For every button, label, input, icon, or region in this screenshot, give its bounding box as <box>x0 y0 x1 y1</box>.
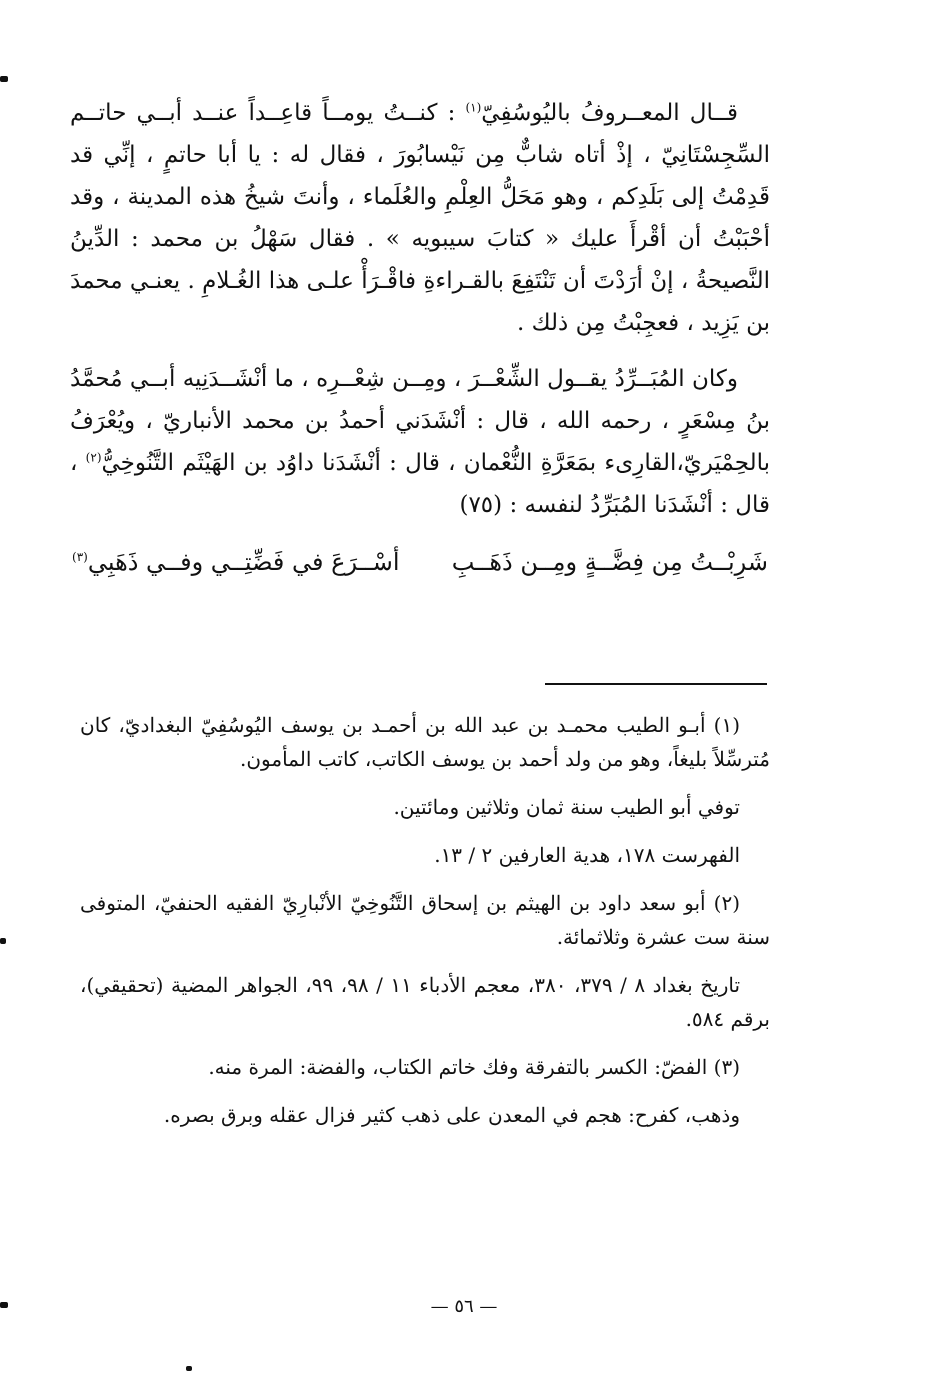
paragraph-1-rest: : كنــتُ يومــاً قاعِــداً عنــد أبــي حاتــم السِّجِسْتَانِيّ ، إذْ أتاه شابٌّ مِن نَيْسابُورَ ، فقال له : يا أبا حاتمٍ ، إنِّي قد قَدِمْتُ إلى بَلَدِكم ، وهو مَحَلُّ العِلْمِ والعُلَماء ، وأنتَ شيخُ هذه المدينة ، وقد أحْبَبْتُ أن أقْرأَ عليك « كتابَ سيبويه » . فقال سَهْلُ بن محمد : الدِّينُ النَّصيحةُ ، إنْ أرَدْتَ أن تَنْتَفِعَ بالقـراءةِ فاقْـرَأْ علـى هذا الغُـلامِ . يعنـي محمدَ بن يَزِيد ، فعجِبْتُ مِن ذلك . <box>70 100 770 336</box>
footnotes <box>80 708 770 1146</box>
page-number: — ٥٦ — <box>430 1296 498 1317</box>
paragraph-1 <box>70 92 770 344</box>
paragraph-2 <box>70 358 770 526</box>
footnote-1-sources: الفهرست ١٧٨، هدية العارفين ٢ / ١٣. <box>434 843 740 867</box>
scan-edge-mark <box>0 938 6 944</box>
main-text <box>70 92 770 584</box>
scan-edge-mark <box>0 1302 8 1308</box>
footnote-ref-1[interactable]: (١) <box>465 100 482 115</box>
scan-edge-mark <box>0 76 8 82</box>
footnote-1-death: توفي أبو الطيب سنة ثمان وثلاثين ومائتين. <box>393 795 740 819</box>
footnote-3: (٣) الفضّ: الكسر بالتفرقة وفك خاتم الكتاب، والفضة: المرة منه. <box>208 1055 740 1079</box>
footnote-separator <box>545 683 767 685</box>
footnote-2-sources: تاريخ بغداد ٨ / ٣٧٩، ٣٨٠، معجم الأدباء ١١ / ٩٨، ٩٩، الجواهر المضية (تحقيقي)، برقم ٥٨٤. <box>80 973 770 1031</box>
footnote-3-cont: وذهب، كفرح: هجم في المعدن على ذهب كثير فزال عقله وبرق بصره. <box>163 1103 740 1127</box>
poem-verse <box>70 540 770 584</box>
paragraph-2-rest: ، قال : أنْشَدَنا المُبَرِّدُ لنفسه : (٧٥) <box>70 450 770 518</box>
verse-second-text: أسْــرَعَ في فَضِّتِــي وفــي ذَهَبِي <box>87 548 400 576</box>
footnote-1: (١) أبـو الطيب محمـد بن عبد الله بن أحمـد بن يوسف اليُوسُفِيّ البغداديّ، كان مُترسِّلاً بليغاً، وهو من ولد أحمد بن يوسف الكاتب، كاتب المأمون. <box>80 713 770 771</box>
verse-second-hemistich <box>72 540 400 584</box>
footnote-ref-2[interactable]: (٢) <box>85 450 102 465</box>
footnote-ref-3[interactable]: (٣) <box>72 550 88 564</box>
verse-first-hemistich: شَرِبْــتُ مِن فِضَّــةٍ ومِــن ذَهَــبِ <box>451 548 768 576</box>
paragraph-2-start: وكان المُبَــرِّدُ يقــول الشِّعْــرَ ، ومِــن شِعْــرِه ، ما أنْشَــدَنِيه أبــي مُحمَّدُ بنُ مِسْعَرٍ ، رحمه الله ، قال : أنْشَدَني أحمدُ بن محمد الأنباريّ ، ويُعْرَفُ بالحِمْيَريّ،القارِىء بمَعَرَّةِ النُّعْمان ، قال : أنْشَدَنا داوُد بن الهَيْثَم التَّنُوخِيُّ <box>70 366 770 476</box>
paragraph-1-start: قــال المعــروفُ باليُوسُفِيّ <box>481 100 738 126</box>
scan-edge-mark <box>186 1366 192 1371</box>
footnote-2: (٢) أبو سعد داود بن الهيثم بن إسحاق التَّنُوخِيّ الأنْبارِيّ الفقيه الحنفيّ، المتوفى سنة ست عشرة وثلاثمائة. <box>80 891 770 949</box>
